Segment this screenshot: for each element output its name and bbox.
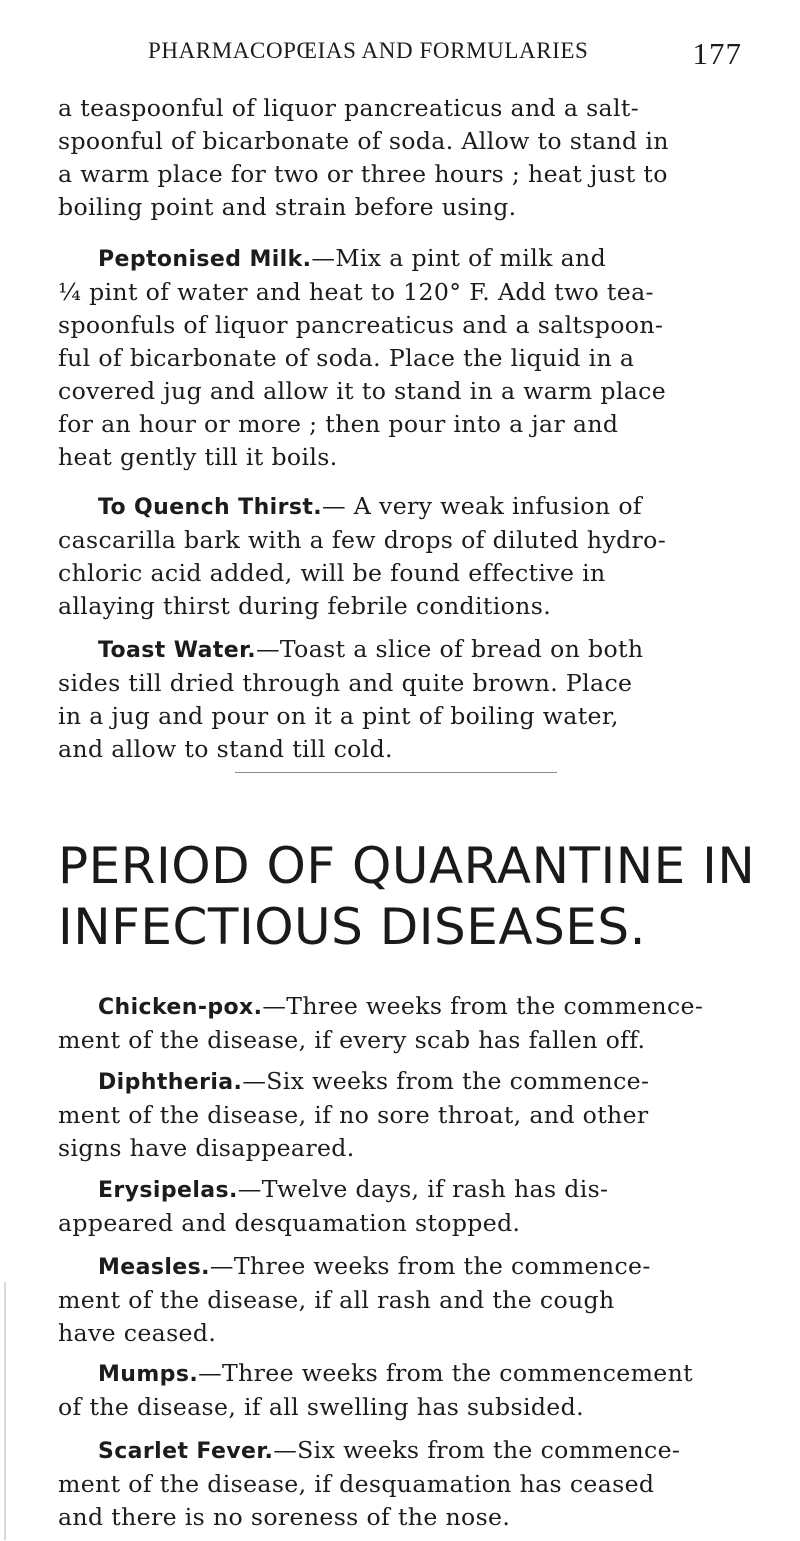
text-line: —Three weeks from the commence- [262,992,704,1020]
disease-heading: Erysipelas. [98,1178,238,1203]
quench-thirst-entry [58,490,742,623]
section-title-line: PERIOD OF QUARANTINE IN [58,837,756,895]
text-line: a teaspoonful of liquor pancreaticus and a salt- [58,94,640,122]
text-line: ment of the disease, if no sore throat, and other [58,1101,649,1129]
running-title: PHARMACOPŒIAS AND FORMULARIES [148,38,589,63]
disease-heading: Chicken-pox. [98,995,263,1020]
text-line: ful of bicarbonate of soda. Place the liquid in a [58,344,635,372]
entry-heading: To Quench Thirst. [98,495,322,520]
text-line: —Six weeks from the commence- [242,1067,650,1095]
text-line: — A very weak infusion of [322,492,642,520]
disease-heading: Scarlet Fever. [98,1439,274,1464]
text-line: spoonful of bicarbonate of soda. Allow to stand in [58,127,669,155]
disease-entry-mumps [58,1357,742,1424]
text-line: —Three weeks from the commence- [209,1252,651,1280]
section-title-line: INFECTIOUS DISEASES. [58,898,647,956]
text-line: have ceased. [58,1319,217,1347]
disease-entry-erysipelas [58,1173,742,1240]
text-line: in a jug and pour on it a pint of boiling water, [58,702,619,730]
running-head [60,36,742,72]
disease-heading: Diphtheria. [98,1070,243,1095]
section-title [58,836,758,958]
text-line: —Toast a slice of bread on both [255,635,644,663]
text-line: allaying thirst during febrile conditions. [58,592,552,620]
text-line: —Twelve days, if rash has dis- [237,1175,609,1203]
text-line: spoonfuls of liquor pancreaticus and a saltspoon- [58,311,664,339]
text-line: of the disease, if all swelling has subsided. [58,1393,584,1421]
text-line: a warm place for two or three hours ; heat just to [58,160,668,188]
text-line: ment of the disease, if every scab has fallen off. [58,1026,646,1054]
entry-heading: Toast Water. [98,638,256,663]
disease-heading: Mumps. [98,1362,199,1387]
text-line: and allow to stand till cold. [58,735,393,763]
text-line: for an hour or more ; then pour into a jar and [58,410,619,438]
toast-water-entry [58,633,742,766]
text-line: boiling point and strain before using. [58,193,517,221]
disease-entry-diphtheria [58,1065,742,1165]
text-line: ¼ pint of water and heat to 120° F. Add two tea- [58,278,654,306]
text-line: chloric acid added, will be found effective in [58,559,606,587]
text-line: cascarilla bark with a few drops of diluted hydro- [58,526,667,554]
text-line: sides till dried through and quite brown. Place [58,669,633,697]
disease-entry-measles [58,1250,742,1350]
disease-heading: Measles. [98,1255,210,1280]
text-line: ment of the disease, if desquamation has ceased [58,1470,655,1498]
text-line: covered jug and allow it to stand in a warm place [58,377,667,405]
page-edge-shadow [4,1282,6,1540]
text-line: —Three weeks from the commencement [198,1359,693,1387]
section-divider [235,772,557,773]
text-line: ment of the disease, if all rash and the cough [58,1286,615,1314]
disease-entry-scarlet-fever [58,1434,742,1534]
continuation-paragraph [58,92,742,224]
text-line: appeared and desquamation stopped. [58,1209,521,1237]
entry-heading: Peptonised Milk. [98,247,312,272]
text-line: —Mix a pint of milk and [311,244,607,272]
text-line: and there is no soreness of the nose. [58,1503,511,1531]
page-number: 177 [692,36,742,71]
text-line: —Six weeks from the commence- [273,1436,681,1464]
text-line: heat gently till it boils. [58,443,338,471]
text-line: signs have disappeared. [58,1134,355,1162]
peptonised-milk-entry [58,242,742,474]
disease-entry-chicken-pox [58,990,742,1057]
